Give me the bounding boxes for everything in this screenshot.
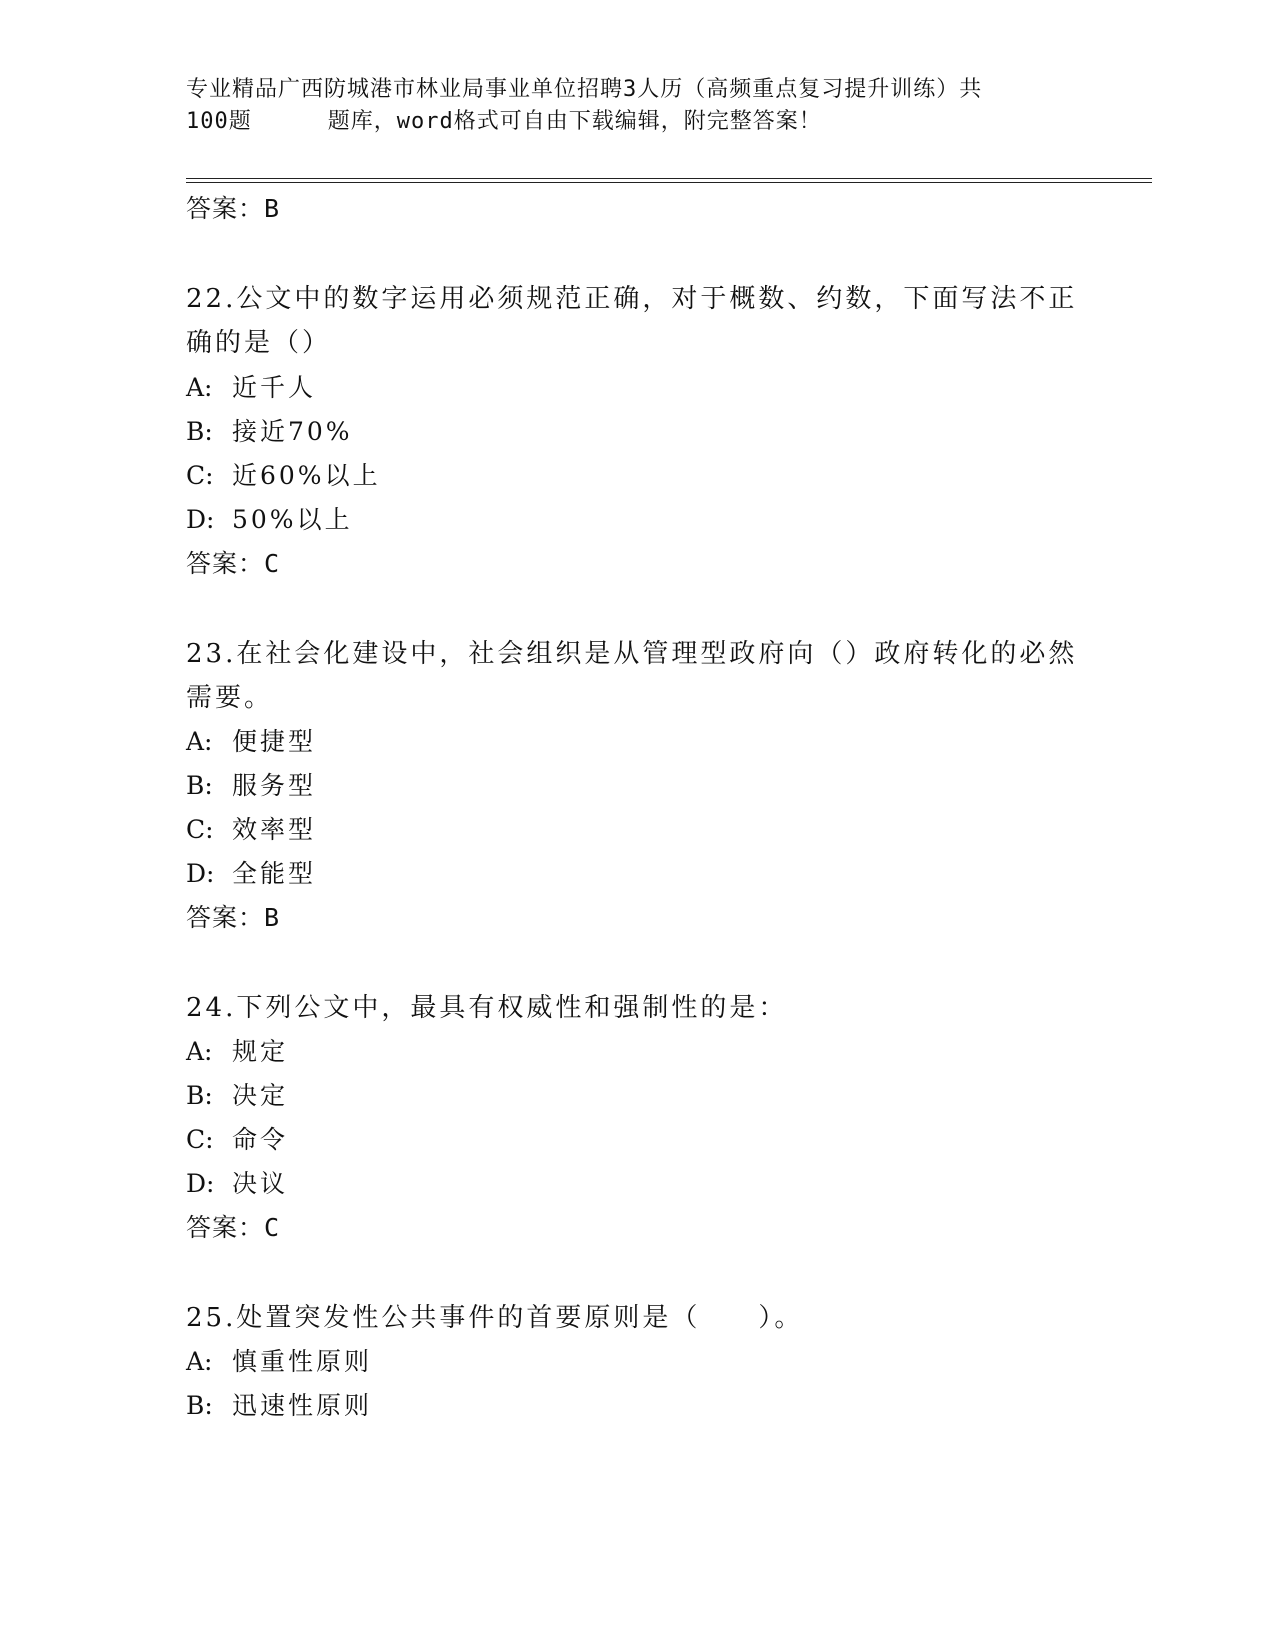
option-key: B: — [186, 417, 213, 446]
previous-answer: 答案：B — [186, 194, 281, 223]
option-key: C: — [186, 461, 214, 490]
option-key: B: — [186, 1391, 213, 1420]
question-23-option-d — [186, 856, 316, 892]
question-23-option-c — [186, 812, 316, 848]
question-23-answer: 答案：B — [186, 903, 281, 932]
option-key: B: — [186, 1081, 213, 1110]
header-divider-top — [186, 178, 1152, 179]
question-24-answer: 答案：C — [186, 1213, 281, 1242]
question-22-option-b — [186, 414, 353, 450]
option-key: D: — [186, 505, 215, 534]
option-key: B: — [186, 771, 213, 800]
header-line-1: 专业精品广西防城港市林业局事业单位招聘3人历（高频重点复习提升训练）共 — [186, 77, 983, 102]
header-line-2 — [186, 106, 1086, 138]
question-24-option-d — [186, 1166, 288, 1202]
option-text: 效率型 — [232, 815, 317, 844]
option-text: 便捷型 — [232, 727, 317, 756]
question-22-answer: 答案：C — [186, 549, 281, 578]
option-text: 接近70% — [232, 417, 353, 446]
question-22-option-c — [186, 458, 381, 494]
option-key: A: — [186, 1037, 213, 1066]
question-23-option-b — [186, 768, 316, 804]
option-text: 近千人 — [232, 373, 317, 402]
document-header — [186, 74, 1086, 138]
option-text: 迅速性原则 — [232, 1391, 373, 1420]
option-key: D: — [186, 859, 215, 888]
question-24-option-c — [186, 1122, 288, 1158]
option-text: 50%以上 — [232, 505, 353, 534]
header-description: 题库，word格式可自由下载编辑，附完整答案！ — [327, 109, 822, 134]
option-key: C: — [186, 815, 214, 844]
question-24-option-a — [186, 1034, 288, 1070]
question-24-option-b — [186, 1078, 288, 1114]
option-text: 命令 — [232, 1125, 289, 1154]
option-text: 决定 — [232, 1081, 289, 1110]
question-23-line-1: 23.在社会化建设中，社会组织是从管理型政府向（）政府转化的必然 — [186, 639, 1078, 669]
option-key: A: — [186, 727, 213, 756]
header-divider-bottom — [186, 182, 1152, 183]
question-22-option-a — [186, 370, 316, 406]
option-text: 慎重性原则 — [232, 1347, 373, 1376]
option-text: 决议 — [232, 1169, 289, 1198]
option-text: 近60%以上 — [232, 461, 381, 490]
header-count: 100题 — [186, 109, 252, 134]
option-key: A: — [186, 1347, 213, 1376]
option-text: 全能型 — [232, 859, 317, 888]
option-key: C: — [186, 1125, 214, 1154]
question-22-line-1: 22.公文中的数字运用必须规范正确，对于概数、约数，下面写法不正 — [186, 284, 1078, 314]
question-25-option-b — [186, 1388, 372, 1424]
question-22-option-d — [186, 502, 353, 538]
option-key: D: — [186, 1169, 215, 1198]
question-25-line-1: 25.处置突发性公共事件的首要原则是（ ）。 — [186, 1303, 804, 1333]
option-text: 服务型 — [232, 771, 317, 800]
question-24-line-1: 24.下列公文中，最具有权威性和强制性的是： — [186, 993, 788, 1023]
option-text: 规定 — [232, 1037, 289, 1066]
question-23-option-a — [186, 724, 316, 760]
question-25-option-a — [186, 1344, 372, 1380]
question-23-line-2: 需要。 — [186, 683, 274, 713]
question-22-line-2: 确的是（） — [186, 328, 332, 358]
option-key: A: — [186, 373, 213, 402]
